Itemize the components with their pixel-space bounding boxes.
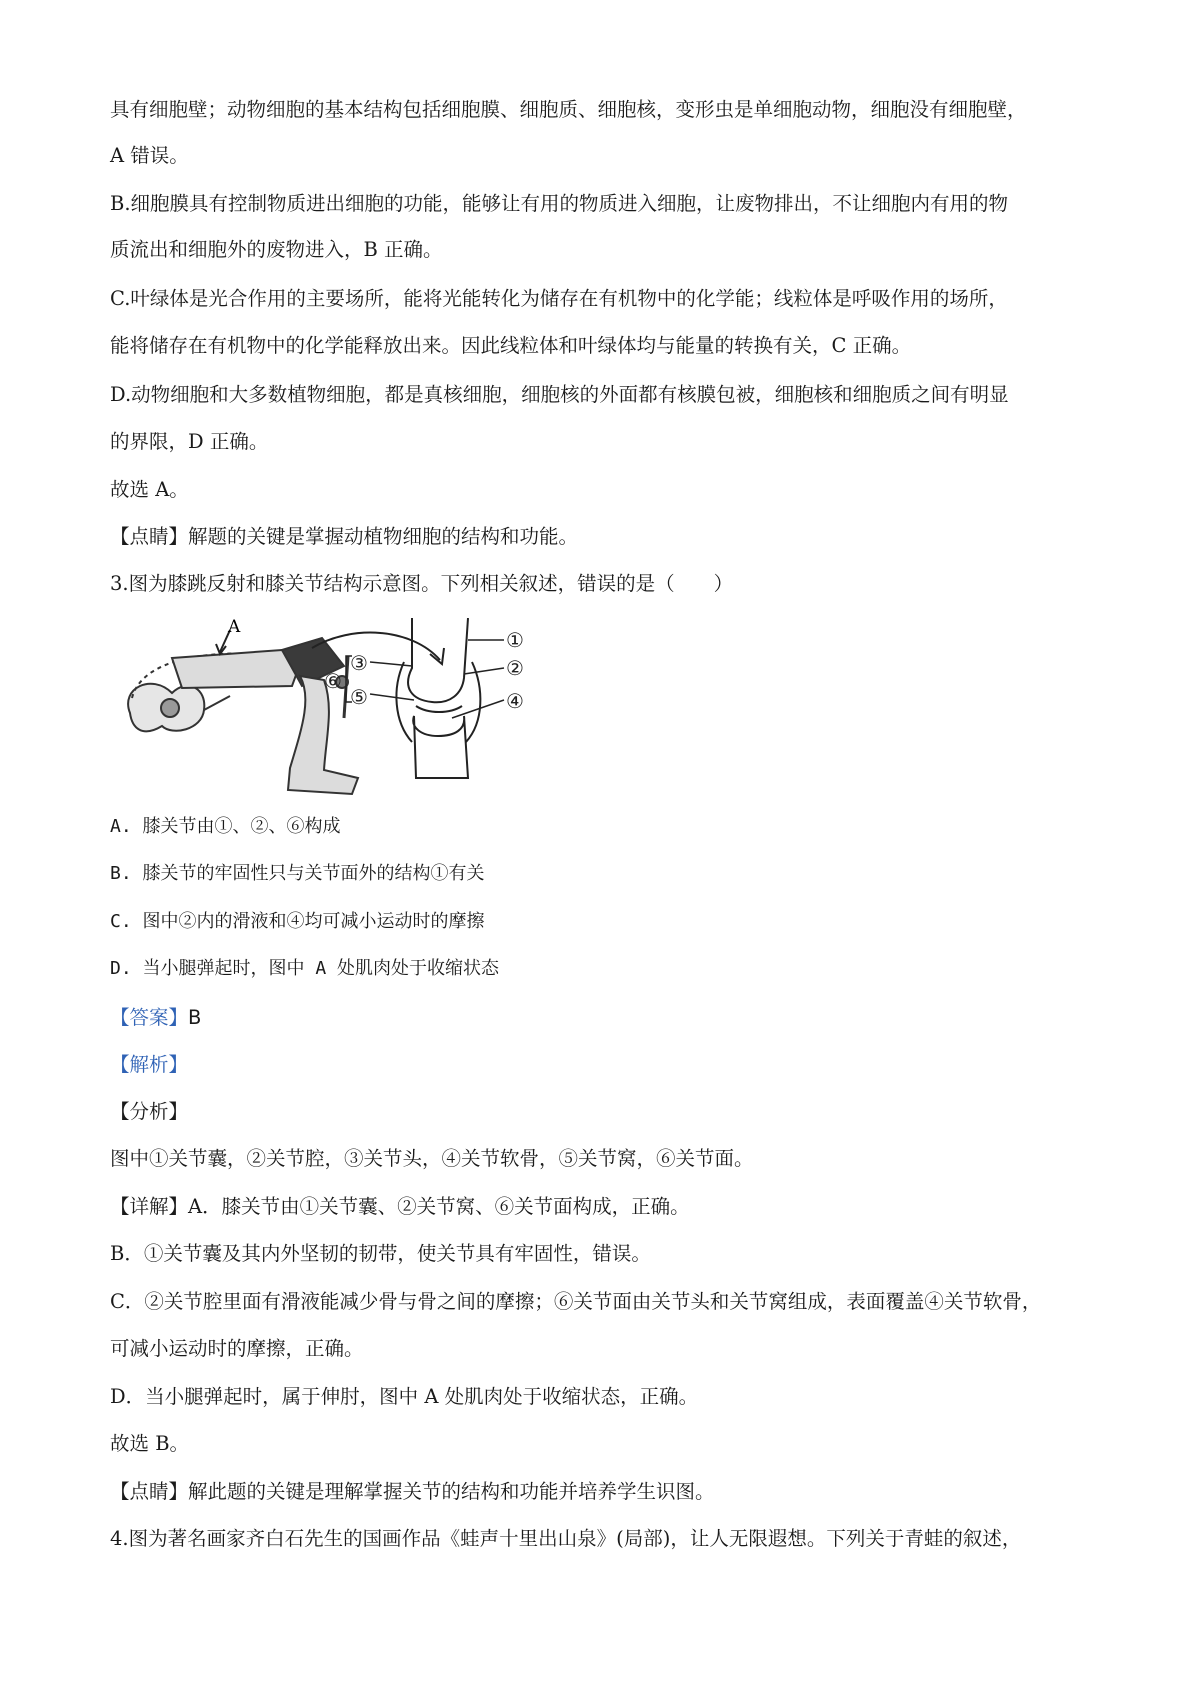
text-line: 【点睛】解此题的关键是理解掌握关节的结构和功能并培养学生识图。 [110, 1480, 715, 1503]
question-4-stem: 4.图为著名画家齐白石先生的国画作品《蛙声十里出山泉》(局部)，让人无限遐想。下列关于青蛙的叙述， [110, 1527, 1022, 1550]
text-line: C.叶绿体是光合作用的主要场所，能将光能转化为储存在有机物中的化学能；线粒体是呼吸作用的场所， [110, 287, 1008, 310]
text-line: C．②关节腔里面有滑液能减少骨与骨之间的摩擦；⑥关节面由关节头和关节窝组成，表面覆盖④关节软骨， [110, 1290, 1042, 1313]
analysis-label: 【解析】 [110, 1053, 189, 1076]
text-line: B.细胞膜具有控制物质进出细胞的功能，能够让有用的物质进入细胞，让废物排出，不让细胞内有用的物 [110, 192, 1009, 215]
label-3: ③ [350, 651, 368, 675]
text-line: 具有细胞壁；动物细胞的基本结构包括细胞膜、细胞质、细胞核，变形虫是单细胞动物，细胞没有细胞壁， [110, 98, 1027, 121]
text-line: 故选 B。 [110, 1432, 190, 1455]
label-1: ① [506, 628, 524, 652]
answer-label: 【答案】 [110, 1006, 189, 1029]
label-5: ⑤ [350, 685, 368, 709]
text-line: 【分析】 [110, 1100, 189, 1123]
knee-joint-figure [112, 618, 572, 808]
label-6: ⑥ [324, 669, 342, 693]
label-4: ④ [506, 689, 524, 713]
question-3-stem: 3.图为膝跳反射和膝关节结构示意图。下列相关叙述，错误的是（ ） [110, 572, 734, 595]
text-line: 【点睛】解题的关键是掌握动植物细胞的结构和功能。 [110, 525, 579, 548]
answer-value: B [188, 1006, 202, 1029]
label-a: A [228, 618, 241, 637]
text-line: 故选 A。 [110, 478, 189, 501]
text-line: A 错误。 [110, 144, 189, 167]
answer-line [110, 1008, 201, 1028]
option-b: B. 膝关节的牢固性只与关节面外的结构①有关 [110, 863, 485, 884]
option-d: D. 当小腿弹起时，图中 A 处肌肉处于收缩状态 [110, 958, 500, 979]
option-a: A. 膝关节由①、②、⑥构成 [110, 816, 341, 837]
text-line: D.动物细胞和大多数植物细胞，都是真核细胞，细胞核的外面都有核膜包被，细胞核和细胞质之间有明显 [110, 383, 1009, 406]
text-line: 【详解】A．膝关节由①关节囊、②关节窝、⑥关节面构成，正确。 [110, 1195, 690, 1218]
text-line: 质流出和细胞外的废物进入，B 正确。 [110, 238, 443, 261]
text-line: 图中①关节囊，②关节腔，③关节头，④关节软骨，⑤关节窝，⑥关节面。 [110, 1147, 754, 1170]
text-line: 可减小运动时的摩擦，正确。 [110, 1337, 364, 1360]
text-line: 的界限，D 正确。 [110, 430, 269, 453]
text-line: B．①关节囊及其内外坚韧的韧带，使关节具有牢固性，错误。 [110, 1242, 651, 1265]
knee-joint-detail [396, 618, 480, 778]
text-line: 能将储存在有机物中的化学能释放出来。因此线粒体和叶绿体均与能量的转换有关，C 正确。 [110, 334, 912, 357]
text-line: D．当小腿弹起时，属于伸肘，图中 A 处肌肉处于收缩状态，正确。 [110, 1385, 699, 1408]
option-c: C. 图中②内的滑液和④均可减小运动时的摩擦 [110, 911, 485, 932]
label-2: ② [506, 656, 524, 680]
